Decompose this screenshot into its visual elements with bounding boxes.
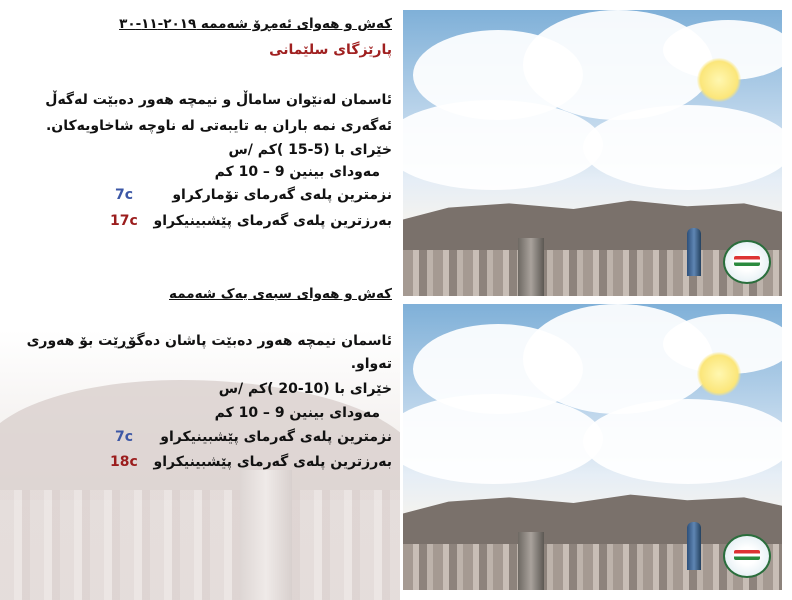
today-max-value: 17c (110, 213, 138, 229)
tomorrow-min-label: نزمترین پلەی گەرمای پێشبینیکراو (160, 429, 392, 445)
tomorrow-visibility: مەودای بینین 9 – 10 کم (214, 405, 380, 421)
tomorrow-forecast (0, 0, 392, 600)
tomorrow-wind: خێرای با (10-20 )کم /س (218, 381, 392, 397)
today-min-label: نزمترین پلەی گەرمای تۆمارکراو (172, 187, 392, 203)
tomorrow-max-label: بەرزترین پلەی گەرمای پێشبینیکراو (153, 454, 392, 470)
today-description-line2: ئەگەری نمە باران بە تایبەتی لە ناوچە شاخاویەکان. (45, 118, 392, 134)
tomorrow-min-value: 7c (115, 429, 134, 445)
today-description-line1: ئاسمان لەنێوان ساماڵ و نیمچە هەور دەبێت لەگەڵ (45, 92, 392, 108)
province-name: پارێزگای سلێمانی (269, 42, 392, 58)
kurdistan-logo-icon (723, 240, 771, 284)
tomorrow-heading: کەش و هەوای سبەی یەک شەممە (169, 286, 392, 302)
today-min-value: 7c (115, 187, 134, 203)
tomorrow-description-line1: ئاسمان نیمچە هەور دەبێت پاشان دەگۆڕێت بۆ هەوری (26, 333, 392, 349)
tomorrow-description-line2: تەواو. (350, 356, 392, 372)
city-photo-tomorrow (403, 304, 782, 590)
tomorrow-max-value: 18c (110, 454, 138, 470)
today-max-label: بەرزترین پلەی گەرمای پێشبینیکراو (153, 213, 392, 229)
city-photo-today (403, 10, 782, 296)
today-wind: خێرای با (5-15 )کم /س (228, 142, 392, 158)
today-heading: کەش و هەوای ئەمڕۆ شەممە ٢٠١٩-١١-٣٠ (119, 16, 392, 32)
today-visibility: مەودای بینین 9 – 10 کم (214, 164, 380, 180)
kurdistan-logo-icon (723, 534, 771, 578)
